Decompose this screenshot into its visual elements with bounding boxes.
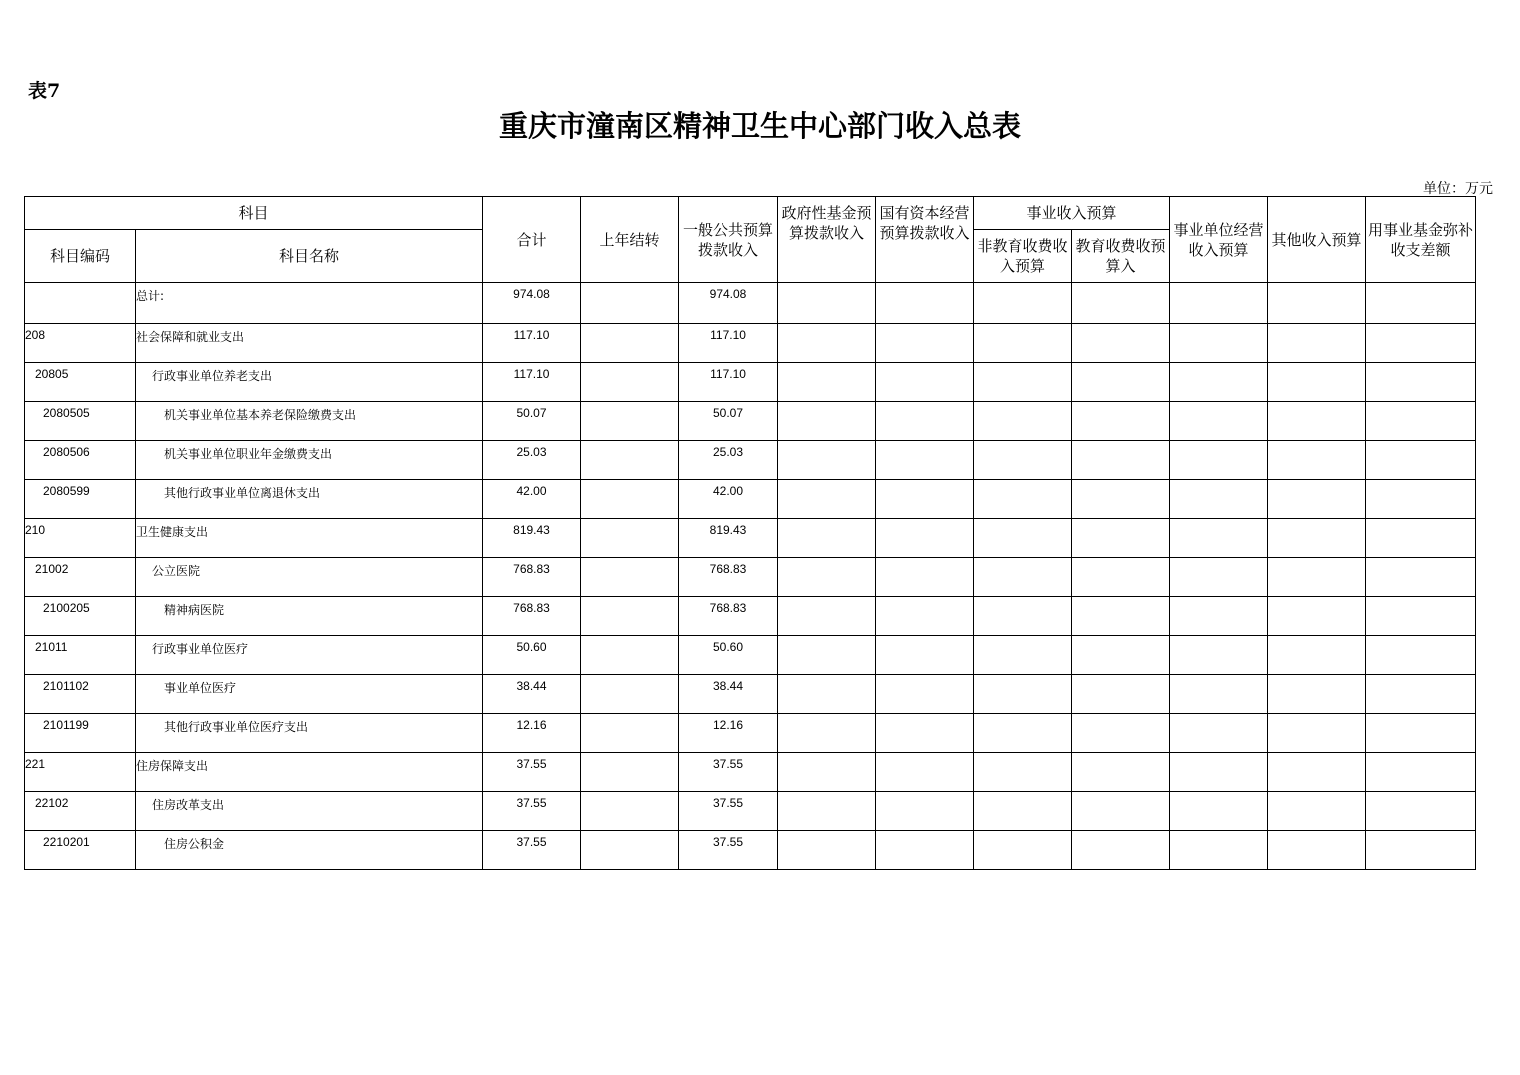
cell-state-capital [876, 402, 974, 441]
cell-state-capital [876, 324, 974, 363]
cell-name: 社会保障和就业支出 [136, 324, 483, 363]
cell-code: 2101102 [25, 675, 136, 714]
cell-general: 117.10 [679, 363, 778, 402]
cell-fund-offset [1366, 597, 1476, 636]
cell-operating [1170, 558, 1268, 597]
cell-name: 机关事业单位职业年金缴费支出 [136, 441, 483, 480]
cell-non-edu [974, 714, 1072, 753]
cell-other [1268, 402, 1366, 441]
cell-state-capital [876, 558, 974, 597]
cell-general: 768.83 [679, 558, 778, 597]
cell-operating [1170, 792, 1268, 831]
cell-fund-offset [1366, 441, 1476, 480]
cell-edu [1072, 714, 1170, 753]
cell-carryover [581, 324, 679, 363]
cell-state-capital [876, 636, 974, 675]
table-row [25, 831, 1520, 870]
cell-general: 117.10 [679, 324, 778, 363]
cell-fund-offset [1366, 402, 1476, 441]
cell-code: 21002 [25, 558, 136, 597]
cell-total: 768.83 [483, 597, 581, 636]
cell-gov-fund [778, 675, 876, 714]
cell-non-edu [974, 363, 1072, 402]
cell-operating [1170, 363, 1268, 402]
cell-gov-fund [778, 558, 876, 597]
cell-code: 210 [25, 519, 136, 558]
cell-non-edu [974, 597, 1072, 636]
cell-carryover [581, 558, 679, 597]
cell-other [1268, 792, 1366, 831]
cell-general: 25.03 [679, 441, 778, 480]
cell-operating [1170, 675, 1268, 714]
cell-total: 42.00 [483, 480, 581, 519]
cell-fund-offset [1366, 636, 1476, 675]
cell-carryover [581, 597, 679, 636]
cell-other [1268, 363, 1366, 402]
cell-edu [1072, 441, 1170, 480]
cell-non-edu [974, 831, 1072, 870]
cell-general: 974.08 [679, 283, 778, 324]
table-row [25, 636, 1520, 675]
cell-state-capital [876, 519, 974, 558]
cell-non-edu [974, 753, 1072, 792]
cell-non-edu [974, 402, 1072, 441]
cell-non-edu [974, 480, 1072, 519]
cell-edu [1072, 675, 1170, 714]
cell-other [1268, 283, 1366, 324]
cell-operating [1170, 636, 1268, 675]
cell-other [1268, 597, 1366, 636]
table-row [25, 402, 1520, 441]
cell-gov-fund [778, 753, 876, 792]
table-row [25, 675, 1520, 714]
cell-name: 其他行政事业单位离退休支出 [136, 480, 483, 519]
cell-operating [1170, 441, 1268, 480]
table-row [25, 480, 1520, 519]
cell-carryover [581, 402, 679, 441]
cell-non-edu [974, 558, 1072, 597]
unit-label: 单位：万元 [1423, 181, 1493, 197]
header-code: 科目编码 [25, 230, 136, 283]
cell-edu [1072, 792, 1170, 831]
cell-code: 2080505 [25, 402, 136, 441]
cell-operating [1170, 324, 1268, 363]
header-general-budget: 一般公共预算拨款收入 [679, 197, 778, 283]
cell-name: 行政事业单位医疗 [136, 636, 483, 675]
cell-carryover [581, 675, 679, 714]
cell-state-capital [876, 283, 974, 324]
table-row [25, 283, 1520, 324]
cell-gov-fund [778, 519, 876, 558]
cell-total: 37.55 [483, 831, 581, 870]
cell-other [1268, 753, 1366, 792]
header-name: 科目名称 [136, 230, 483, 283]
table-row [25, 441, 1520, 480]
cell-gov-fund [778, 283, 876, 324]
cell-code: 208 [25, 324, 136, 363]
cell-edu [1072, 831, 1170, 870]
cell-operating [1170, 753, 1268, 792]
header-business-income: 事业收入预算 [974, 197, 1170, 230]
cell-state-capital [876, 831, 974, 870]
cell-operating [1170, 519, 1268, 558]
cell-general: 37.55 [679, 753, 778, 792]
cell-code: 221 [25, 753, 136, 792]
cell-state-capital [876, 675, 974, 714]
cell-gov-fund [778, 636, 876, 675]
cell-fund-offset [1366, 558, 1476, 597]
cell-total: 974.08 [483, 283, 581, 324]
cell-total: 819.43 [483, 519, 581, 558]
page-title: 重庆市潼南区精神卫生中心部门收入总表 [498, 109, 1021, 143]
cell-other [1268, 714, 1366, 753]
cell-other [1268, 831, 1366, 870]
cell-edu [1072, 753, 1170, 792]
cell-state-capital [876, 597, 974, 636]
cell-fund-offset [1366, 792, 1476, 831]
cell-carryover [581, 636, 679, 675]
cell-carryover [581, 753, 679, 792]
cell-gov-fund [778, 324, 876, 363]
cell-edu [1072, 636, 1170, 675]
cell-fund-offset [1366, 753, 1476, 792]
cell-total: 37.55 [483, 753, 581, 792]
cell-general: 819.43 [679, 519, 778, 558]
cell-other [1268, 636, 1366, 675]
cell-non-edu [974, 675, 1072, 714]
table-row [25, 792, 1520, 831]
cell-state-capital [876, 753, 974, 792]
cell-edu [1072, 558, 1170, 597]
cell-edu [1072, 283, 1170, 324]
header-subject: 科目 [25, 197, 483, 230]
cell-non-edu [974, 324, 1072, 363]
cell-name: 住房公积金 [136, 831, 483, 870]
cell-name: 卫生健康支出 [136, 519, 483, 558]
income-table [24, 196, 1520, 870]
cell-name: 公立医院 [136, 558, 483, 597]
cell-general: 768.83 [679, 597, 778, 636]
cell-edu [1072, 402, 1170, 441]
cell-code: 2080506 [25, 441, 136, 480]
cell-fund-offset [1366, 675, 1476, 714]
cell-name: 行政事业单位养老支出 [136, 363, 483, 402]
header-other-income: 其他收入预算 [1268, 197, 1366, 283]
cell-other [1268, 675, 1366, 714]
header-gov-fund: 政府性基金预算拨款收入 [778, 197, 876, 283]
cell-total: 25.03 [483, 441, 581, 480]
cell-state-capital [876, 792, 974, 831]
cell-fund-offset [1366, 283, 1476, 324]
cell-total: 117.10 [483, 324, 581, 363]
cell-carryover [581, 480, 679, 519]
cell-name: 住房改革支出 [136, 792, 483, 831]
cell-non-edu [974, 283, 1072, 324]
cell-fund-offset [1366, 519, 1476, 558]
cell-name: 总计: [136, 283, 483, 324]
header-carryover: 上年结转 [581, 197, 679, 283]
cell-code: 20805 [25, 363, 136, 402]
table-row [25, 753, 1520, 792]
cell-gov-fund [778, 792, 876, 831]
cell-general: 38.44 [679, 675, 778, 714]
cell-gov-fund [778, 363, 876, 402]
cell-total: 768.83 [483, 558, 581, 597]
table-row [25, 597, 1520, 636]
cell-fund-offset [1366, 480, 1476, 519]
cell-state-capital [876, 441, 974, 480]
cell-other [1268, 441, 1366, 480]
table-row [25, 558, 1520, 597]
cell-name: 事业单位医疗 [136, 675, 483, 714]
cell-code [25, 283, 136, 324]
cell-edu [1072, 363, 1170, 402]
cell-code: 2080599 [25, 480, 136, 519]
cell-name: 其他行政事业单位医疗支出 [136, 714, 483, 753]
cell-gov-fund [778, 597, 876, 636]
table-row [25, 519, 1520, 558]
cell-general: 37.55 [679, 792, 778, 831]
cell-code: 22102 [25, 792, 136, 831]
header-fund-offset: 用事业基金弥补收支差额 [1366, 197, 1476, 283]
cell-general: 12.16 [679, 714, 778, 753]
header-non-edu-fee: 非教育收费收入预算 [974, 230, 1072, 283]
cell-gov-fund [778, 441, 876, 480]
cell-total: 117.10 [483, 363, 581, 402]
cell-state-capital [876, 363, 974, 402]
cell-edu [1072, 519, 1170, 558]
table-body [25, 283, 1520, 870]
cell-fund-offset [1366, 363, 1476, 402]
cell-carryover [581, 363, 679, 402]
cell-fund-offset [1366, 831, 1476, 870]
cell-operating [1170, 714, 1268, 753]
cell-carryover [581, 519, 679, 558]
cell-state-capital [876, 480, 974, 519]
cell-fund-offset [1366, 714, 1476, 753]
cell-total: 38.44 [483, 675, 581, 714]
cell-code: 2210201 [25, 831, 136, 870]
cell-non-edu [974, 519, 1072, 558]
cell-edu [1072, 597, 1170, 636]
table-row [25, 363, 1520, 402]
cell-other [1268, 558, 1366, 597]
cell-operating [1170, 402, 1268, 441]
cell-name: 机关事业单位基本养老保险缴费支出 [136, 402, 483, 441]
cell-general: 50.07 [679, 402, 778, 441]
cell-code: 2100205 [25, 597, 136, 636]
cell-general: 42.00 [679, 480, 778, 519]
cell-non-edu [974, 441, 1072, 480]
cell-total: 37.55 [483, 792, 581, 831]
cell-carryover [581, 441, 679, 480]
cell-general: 50.60 [679, 636, 778, 675]
cell-edu [1072, 480, 1170, 519]
cell-general: 37.55 [679, 831, 778, 870]
cell-state-capital [876, 714, 974, 753]
cell-carryover [581, 714, 679, 753]
cell-carryover [581, 831, 679, 870]
table-number: 表7 [28, 80, 61, 102]
table-row [25, 714, 1520, 753]
cell-other [1268, 324, 1366, 363]
cell-name: 精神病医院 [136, 597, 483, 636]
cell-gov-fund [778, 402, 876, 441]
cell-gov-fund [778, 480, 876, 519]
cell-code: 2101199 [25, 714, 136, 753]
header-edu-fee: 教育收费收预算入 [1072, 230, 1170, 283]
cell-non-edu [974, 636, 1072, 675]
cell-non-edu [974, 792, 1072, 831]
cell-gov-fund [778, 831, 876, 870]
header-operating-income: 事业单位经营收入预算 [1170, 197, 1268, 283]
cell-name: 住房保障支出 [136, 753, 483, 792]
cell-total: 12.16 [483, 714, 581, 753]
header-state-capital: 国有资本经营预算拨款收入 [876, 197, 974, 283]
cell-total: 50.60 [483, 636, 581, 675]
cell-code: 21011 [25, 636, 136, 675]
cell-carryover [581, 283, 679, 324]
header-total: 合计 [483, 197, 581, 283]
header-row-1 [25, 197, 1520, 230]
cell-other [1268, 480, 1366, 519]
cell-operating [1170, 597, 1268, 636]
cell-operating [1170, 283, 1268, 324]
cell-carryover [581, 792, 679, 831]
table-row [25, 324, 1520, 363]
cell-operating [1170, 831, 1268, 870]
cell-operating [1170, 480, 1268, 519]
cell-edu [1072, 324, 1170, 363]
cell-other [1268, 519, 1366, 558]
cell-gov-fund [778, 714, 876, 753]
cell-fund-offset [1366, 324, 1476, 363]
cell-total: 50.07 [483, 402, 581, 441]
